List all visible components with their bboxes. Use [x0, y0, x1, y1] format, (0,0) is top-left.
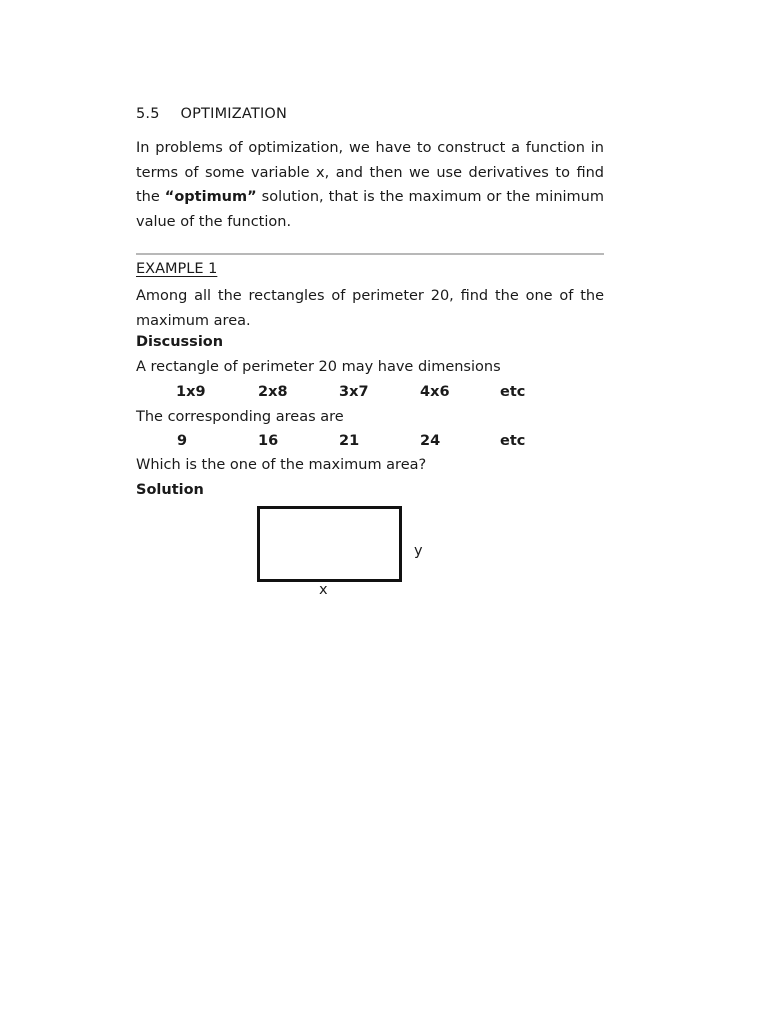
dimensions-intro: A rectangle of perimeter 20 may have dimensions	[136, 359, 501, 375]
intro-paragraph	[136, 136, 604, 234]
intro-bold-term: “optimum”	[164, 189, 257, 205]
dimensions-row	[0, 384, 768, 408]
area-item: etc	[500, 433, 526, 449]
areas-intro: The corresponding areas are	[136, 409, 344, 425]
discussion-heading: Discussion	[136, 334, 224, 350]
solution-heading: Solution	[136, 482, 204, 498]
dimension-item: 4x6	[420, 384, 450, 400]
dimension-item: 1x9	[176, 384, 206, 400]
area-item: 9	[177, 433, 188, 449]
area-item: 21	[339, 433, 360, 449]
intro-text-before: In problems of optimization, we have to construct a function in terms of some variable x, and then we use derivatives to find the	[136, 140, 604, 205]
area-item: 16	[258, 433, 279, 449]
dimension-item: etc	[500, 384, 526, 400]
dimension-item: 3x7	[339, 384, 369, 400]
question-text: Which is the one of the maximum area?	[136, 457, 427, 473]
example-title: EXAMPLE 1	[136, 261, 218, 277]
dimension-item: 2x8	[258, 384, 288, 400]
example-problem: Among all the rectangles of perimeter 20, find the one of the maximum area.	[136, 288, 604, 329]
section-number: 5.5	[136, 106, 160, 122]
section-title: OPTIMIZATION	[180, 106, 288, 122]
rectangle-label-y: y	[414, 543, 423, 559]
rectangle-figure	[257, 506, 402, 582]
areas-row	[0, 433, 768, 457]
intro-text-after: solution, that is the maximum or the minimum value of the function.	[136, 189, 604, 230]
section-heading	[136, 106, 287, 122]
rectangle-label-x: x	[319, 582, 328, 598]
area-item: 24	[420, 433, 441, 449]
section-divider	[136, 253, 604, 255]
